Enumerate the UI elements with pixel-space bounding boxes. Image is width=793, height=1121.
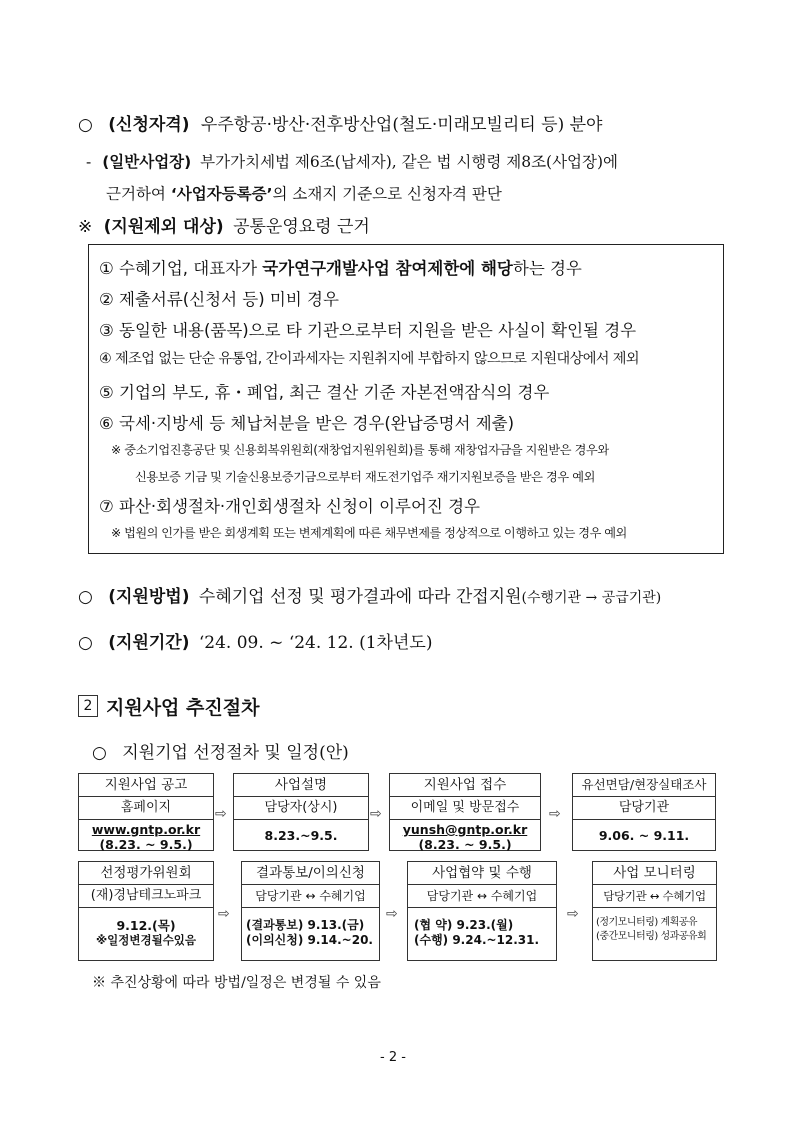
exclusion-label: (지원제외 대상): [103, 217, 224, 237]
exclusion-item-4: ④ 제조업 없는 단순 유통업, 간이과세자는 지원취지에 부합하지 않으므로 지원대상에서 제외: [99, 351, 640, 367]
arrow-right-icon: ⇨: [549, 806, 561, 822]
business-site-line-2: [106, 182, 502, 204]
footnote: ※ 추진상황에 따라 방법/일정은 변경될 수 있음: [92, 975, 381, 991]
step-title: 지원사업 접수: [390, 774, 540, 797]
arrow-right-icon: ⇨: [370, 806, 382, 822]
step-date: (결과통보) 9.13.(금): [246, 918, 365, 932]
flow-step-interview: [572, 773, 716, 851]
step-title: 사업 모니터링: [593, 862, 716, 885]
exclusion-box: [88, 244, 724, 554]
step-date: 9.06. ~ 9.11.: [598, 828, 690, 843]
flow-step-briefing: [233, 773, 369, 851]
text: 하는 경우: [512, 259, 582, 278]
exclusion-item-6: ⑥ 국세·지방세 등 체납처분을 받은 경우(완납증명서 제출): [99, 414, 515, 433]
dash: -: [86, 153, 92, 171]
text: 근거하여: [106, 185, 166, 203]
step-note: (중간모니터링) 성과공유회: [596, 931, 707, 942]
eligibility-text: 우주항공·방산·전후방산업(철도·미래모빌리티 등) 분야: [200, 115, 603, 135]
step-note: (정기모니터링) 계획공유: [596, 917, 698, 928]
step-sub: 담당기관 ↔ 수혜기업: [408, 885, 556, 908]
step-note: ※일정변경될수있음: [95, 933, 197, 947]
step-title: 결과통보/이의신청: [242, 862, 379, 885]
bullet: ○: [78, 587, 93, 607]
step-date: 9.12.(목): [116, 918, 176, 933]
exclusion-note-6a: ※ 중소기업진흥공단 및 신용회복위원회(재창업지원위원회)를 통해 재창업자금을 지원받은 경우와: [111, 443, 609, 457]
step-title: 사업협약 및 수행: [408, 862, 556, 885]
eligibility-line: [78, 110, 602, 135]
step-date: (수행) 9.24.~12.31.: [414, 933, 540, 947]
email-link[interactable]: yunsh@gntp.or.kr: [402, 822, 528, 837]
exclusion-item-5: ⑤ 기업의 부도, 휴・폐업, 최근 결산 기준 자본전액잠식의 경우: [99, 383, 550, 402]
step-sub: 이메일 및 방문접수: [390, 797, 540, 820]
page-number: - 2 -: [380, 1050, 406, 1065]
schedule-line: [92, 738, 349, 763]
schedule-title: 지원기업 선정절차 및 일정(안): [122, 743, 349, 763]
period-line: [78, 628, 432, 653]
registration-highlight: ‘사업자등록증’: [170, 185, 273, 203]
text: 의 소재지 기준으로 신청자격 판단: [272, 185, 502, 203]
method-label: (지원방법): [108, 587, 190, 607]
step-date: (이의신청) 9.14.~20.: [246, 933, 373, 947]
arrow-right-icon: ⇨: [215, 806, 227, 822]
step-title: 사업설명: [234, 774, 368, 797]
section-number-box: 2: [78, 695, 98, 717]
bullet: ○: [92, 743, 107, 763]
section-title: 지원사업 추진절차: [106, 697, 260, 719]
step-title: 지원사업 공고: [79, 774, 213, 797]
step-sub: 담당자(상시): [234, 797, 368, 820]
step-sub: 홈페이지: [79, 797, 213, 820]
exclusion-line: [78, 212, 370, 237]
step-sub: 담당기관 ↔ 수혜기업: [593, 885, 716, 908]
flow-step-application: [389, 773, 541, 851]
business-site-label: (일반사업장): [102, 153, 192, 171]
step-date: (협 약) 9.23.(월): [414, 918, 514, 932]
step-sub: 담당기관 ↔ 수혜기업: [242, 885, 379, 908]
method-small: (수행기관 → 공급기관): [521, 590, 662, 606]
arrow-right-icon: ⇨: [218, 906, 230, 922]
flow-step-announcement: [78, 773, 214, 851]
eligibility-label: (신청자격): [108, 115, 190, 135]
business-site-line: [86, 150, 618, 172]
highlight: 국가연구개발사업 참여제한에 해당: [262, 259, 513, 278]
period-label: (지원기간): [108, 633, 190, 653]
method-line: [78, 582, 661, 607]
note-mark: ※: [78, 217, 93, 237]
step-date: (8.23. ~ 9.5.): [99, 837, 193, 852]
bullet: ○: [78, 633, 93, 653]
exclusion-item-3: ③ 동일한 내용(품목)으로 타 기관으로부터 지원을 받은 사실이 확인될 경우: [99, 321, 637, 340]
bullet: ○: [78, 115, 93, 135]
text: ① 수혜기업, 대표자가: [99, 259, 258, 278]
exclusion-note-6b: 신용보증 기금 및 기술신용보증기금으로부터 재도전기업주 재기지원보증을 받은 경우 예외: [135, 470, 595, 484]
arrow-right-icon: ⇨: [567, 906, 579, 922]
step-title: 유선면담/현장실태조사: [573, 774, 715, 797]
flow-step-agreement: [407, 861, 557, 961]
period-text: ‘24. 09. ~ ‘24. 12. (1차년도): [198, 633, 433, 653]
exclusion-item-1: [99, 255, 582, 279]
step-sub: 담당기관: [573, 797, 715, 820]
exclusion-item-7: ⑦ 파산·회생절차·개인회생절차 신청이 이루어진 경우: [99, 497, 480, 516]
step-date: 8.23.~9.5.: [264, 828, 338, 843]
arrow-right-icon: ⇨: [386, 906, 398, 922]
exclusion-text: 공통운영요령 근거: [233, 217, 370, 237]
business-site-text: 부가가치세법 제6조(납세자), 같은 법 시행령 제8조(사업장)에: [200, 153, 619, 171]
step-sub: (재)경남테크노파크: [79, 885, 213, 908]
step-date: (8.23. ~ 9.5.): [418, 837, 512, 852]
homepage-link[interactable]: www.gntp.or.kr: [91, 822, 201, 837]
exclusion-note-7: ※ 법원의 인가를 받은 회생계획 또는 변제계획에 따른 채무변제를 정상적으로 이행하고 있는 경우 예외: [111, 526, 627, 540]
flow-step-evaluation: [78, 861, 214, 961]
exclusion-item-2: ② 제출서류(신청서 등) 미비 경우: [99, 290, 339, 309]
step-title: 선정평가위원회: [79, 862, 213, 885]
flow-step-result: [241, 861, 380, 961]
flow-step-monitoring: [592, 861, 717, 961]
method-text: 수혜기업 선정 및 평가결과에 따라 간접지원: [198, 587, 522, 607]
